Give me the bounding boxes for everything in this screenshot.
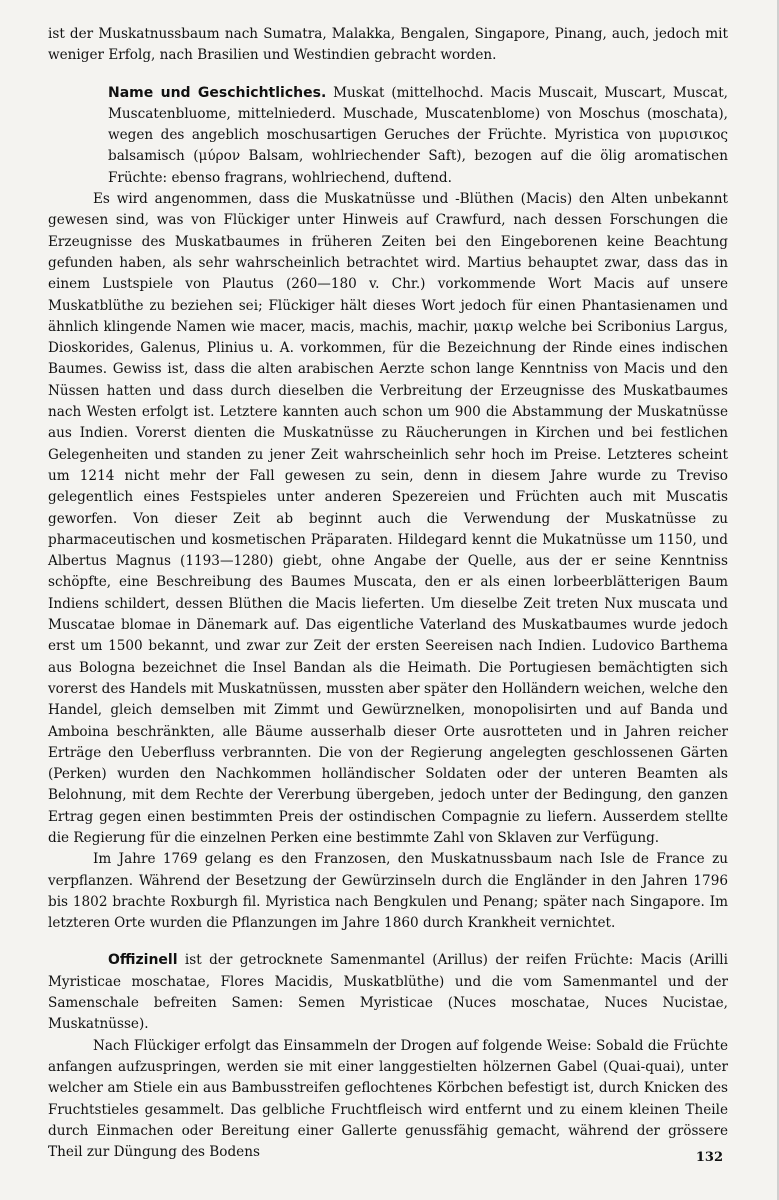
page-number: 132	[695, 1150, 723, 1165]
paragraph-flueckiger	[48, 1036, 728, 1164]
paragraph-text: Muskat (mittelhochd. Macis Muscait, Muscart, Muscat, Muscatenbluome, mittelniederd. Muschade, Muscatenblome) von Moschus (moschata), wegen des angeblich moschusartigen Geruches der Früchte. Myristica von μυρισικος balsamisch (μύρον Balsam, wohlriechender Saft), bezogen auf die ölig aromatischen Früchte: ebenso fragrans, wohlriechend, duftend.	[108, 84, 728, 186]
section-heading: Name und Geschichtliches.	[108, 84, 327, 101]
paragraph-1769	[48, 849, 728, 934]
paragraph-text: Es wird angenommen, dass die Muskatnüsse und -Blüthen (Macis) den Alten unbekannt gewesen sind, was von Flückiger unter Hinweis auf Crawfurd, nach dessen Forschungen die Erzeugnisse des Muskatbaumes in früheren Zeiten bei den Eingeborenen keine Beachtung gefunden haben, als sehr wahrscheinlich betrachtet wird. Martius behauptet zwar, dass das in einem Lustspiele von Plautus (260—180 v. Chr.) vorkommende Wort Macis auf unsere Muskatblüthe zu beziehen sei; Flückiger hält dieses Wort jedoch für einen Phantasienamen und ähnlich klingende Namen wie macer, macis, machis, machir, μακιρ welche bei Scribonius Largus, Dioskorides, Galenus, Plinius u. A. vorkommen, für die Bezeichnung der Rinde eines indischen Baumes. Gewiss ist, dass die alten arabischen Aerzte schon lange Kenntniss von Macis und den Nüssen hatten und dass durch dieselben die Verbreitung der Erzeugnisse des Muskatbaumes nach Westen erfolgt ist. Letztere kannten auch schon um 900 die Abstammung der Muskatnüsse aus Indien. Vorerst dienten die Muskatnüsse zu Räucherungen in Kirchen und bei festlichen Gelegenheiten und standen zu jener Zeit wahrscheinlich sehr hoch im Preise. Letzteres scheint um 1214 nicht mehr der Fall gewesen zu sein, denn in diesem Jahre wurde zu Treviso gelegentlich eines Festspieles unter anderen Spezereien und Früchten auch mit Muscatis geworfen. Von dieser Zeit ab beginnt auch die Verwendung der Muskatnüsse zu pharmaceutischen und kosmetischen Präparaten. Hildegard kennt die Mukatnüsse um 1150, und Albertus Magnus (1193—1280) giebt, ohne Angabe der Quelle, aus der er seine Kenntniss schöpfte, eine Beschreibung des Baumes Muscata, den er als einen lorbeerblätterigen Baum Indiens schildert, dessen Blüthen die Macis lieferten. Um dieselbe Zeit treten Nux muscata und Muscatae blomae in Dänemark auf. Das eigentliche Vaterland des Muskatbaumes wurde jedoch erst um 1500 bekannt, und zwar zur Zeit der ersten Seereisen nach Indien. Ludovico Barthema aus Bologna bezeichnet die Insel Bandan als die Heimath. Die Portugiesen bemächtigten sich vorerst des Handels mit Muskatnüssen, mussten aber später den Holländern weichen, welche den Handel, gleich demselben mit Zimmt und Gewürznelken, monopolisirten und auf Banda und Amboina beschränkten, alle Bäume ausserhalb dieser Orte ausrotteten und in Jahren reicher Erträge den Ueberfluss verbrannten. Die von der Regierung angelegten geschlossenen Gärten (Perken) wurden den Nachkommen holländischer Soldaten oder der unteren Beamten als Belohnung, mit dem Rechte der Vererbung übergeben, jedoch unter der Bedingung, den ganzen Ertrag gegen einen bestimmten Preis der ostindischen Compagnie zu liefern. Ausserdem stellte die Regierung für die einzelnen Perken eine bestimmte Zahl von Sklaven zur Verfügung.	[48, 191, 728, 846]
paragraph-text: ist der Muskatnussbaum nach Sumatra, Malakka, Bengalen, Singapore, Pinang, auch, jedoch mit weniger Erfolg, nach Brasilien und Westindien gebracht worden.	[48, 26, 728, 64]
paragraph-text: ist der getrocknete Samenmantel (Arillus) der reifen Früchte: Macis (Arilli Myristicae moschatae, Flores Macidis, Muskatblüthe) und die vom Samenmantel und der Samenschale befreiten Samen: Semen Myristicae (Nuces moschatae, Nuces Nucistae, Muskatnüsse).	[48, 952, 728, 1033]
body-text	[48, 24, 728, 1163]
section-heading: Offizinell	[108, 952, 178, 969]
paragraph-name-geschichte	[48, 83, 728, 189]
paragraph-history	[48, 189, 728, 849]
paragraph-intro	[48, 24, 728, 67]
paragraph-text: Im Jahre 1769 gelang es den Franzosen, den Muskatnussbaum nach Isle de France zu verpflanzen. Während der Besetzung der Gewürzinseln durch die Engländer in den Jahren 1796 bis 1802 brachte Roxburgh fil. Myristica nach Bengkulen und Penang; später nach Singapore. Im letzteren Orte wurden die Pflanzungen im Jahre 1860 durch Krankheit vernichtet.	[48, 851, 728, 932]
paragraph-text: Nach Flückiger erfolgt das Einsammeln der Drogen auf folgende Weise: Sobald die Früchte anfangen aufzuspringen, werden sie mit einer langgestielten hölzernen Gabel (Quai-quai), unter welcher am Stiele ein aus Bambusstreifen geflochtenes Körbchen befestigt ist, durch Knicken des Fruchtstieles gesammelt. Das gelbliche Fruchtfleisch wird entfernt und zu einem kleinen Theile durch Einmachen oder Bereitung einer Gallerte genussfähig gemacht, während der grössere Theil zur Düngung des Bodens	[48, 1037, 728, 1161]
paragraph-offizinell	[48, 950, 728, 1035]
